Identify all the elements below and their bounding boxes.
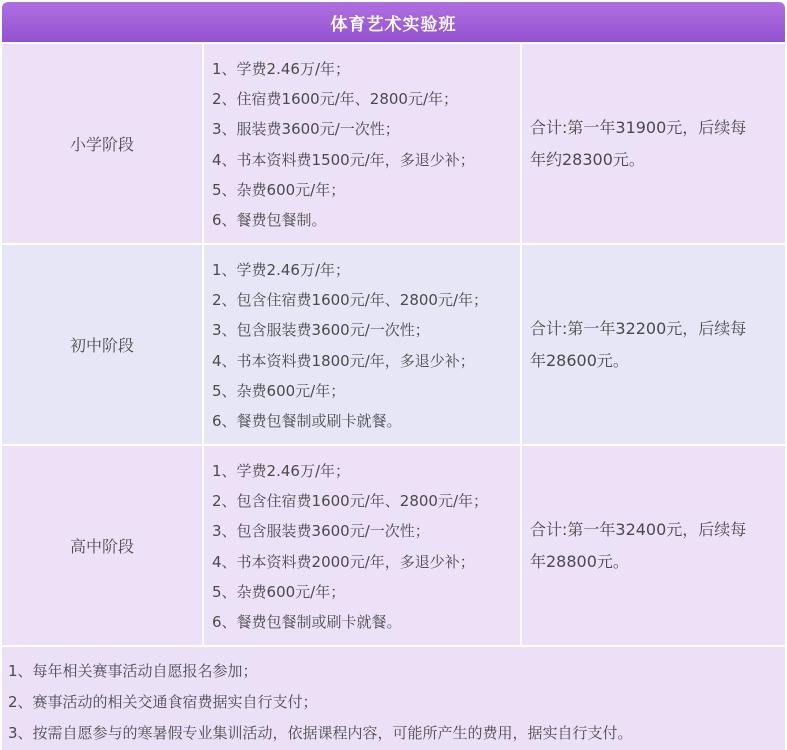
fee-item: 5、杂费600元/年； [212, 180, 346, 199]
fee-item: 5、杂费600元/年； [212, 381, 346, 400]
fee-total [522, 44, 785, 245]
fee-item: 6、餐费包餐制。 [212, 210, 327, 229]
fee-item: 2、住宿费1600元/年、2800元/年； [212, 90, 458, 109]
table-row [2, 446, 785, 647]
total-line: 合计:第一年32200元，后续每 [530, 318, 747, 338]
note-item: 1、每年相关赛事活动自愿报名参加； [8, 662, 258, 680]
stage-name: 高中阶段 [2, 446, 204, 647]
fee-table [2, 2, 785, 750]
fee-items [204, 446, 522, 647]
stage-name: 小学阶段 [2, 44, 204, 245]
fee-item: 4、书本资料费1800元/年，多退少补； [212, 351, 475, 370]
fee-item: 6、餐费包餐制或刷卡就餐。 [212, 612, 402, 631]
fee-items [204, 44, 522, 245]
fee-item: 3、包含服装费3600元/一次性； [212, 321, 430, 340]
table-row [2, 44, 785, 245]
stage-name: 初中阶段 [2, 245, 204, 446]
fee-item: 3、包含服装费3600元/一次性； [212, 522, 430, 541]
fee-item: 1、学费2.46万/年； [212, 462, 350, 480]
fee-item: 1、学费2.46万/年； [212, 261, 350, 279]
fee-item: 4、书本资料费1500元/年，多退少补； [212, 150, 475, 169]
fee-item: 6、餐费包餐制或刷卡就餐。 [212, 411, 402, 430]
fee-items [204, 245, 522, 446]
fee-item: 4、书本资料费2000元/年，多退少补； [212, 552, 475, 571]
note-item: 3、按需自愿参与的寒暑假专业集训活动，依据课程内容，可能所产生的费用，据实自行支付。 [8, 724, 633, 742]
note-item: 2、赛事活动的相关交通食宿费据实自行支付； [8, 693, 318, 711]
total-line: 合计:第一年32400元，后续每 [530, 519, 747, 539]
fee-item: 3、服装费3600元/一次性； [212, 120, 400, 139]
notes-row [2, 647, 785, 750]
fee-item: 1、学费2.46万/年； [212, 60, 350, 78]
fee-total [522, 446, 785, 647]
table-title: 体育艺术实验班 [2, 2, 785, 44]
fee-item: 2、包含住宿费1600元/年、2800元/年； [212, 291, 488, 310]
fee-item: 2、包含住宿费1600元/年、2800元/年； [212, 492, 488, 511]
total-line: 年28800元。 [530, 551, 629, 571]
table-row [2, 245, 785, 446]
fee-total [522, 245, 785, 446]
fee-item: 5、杂费600元/年； [212, 582, 346, 601]
notes [2, 647, 785, 750]
total-line: 合计:第一年31900元，后续每 [530, 117, 747, 137]
total-line: 年28600元。 [530, 350, 629, 370]
total-line: 年约28300元。 [530, 149, 645, 169]
